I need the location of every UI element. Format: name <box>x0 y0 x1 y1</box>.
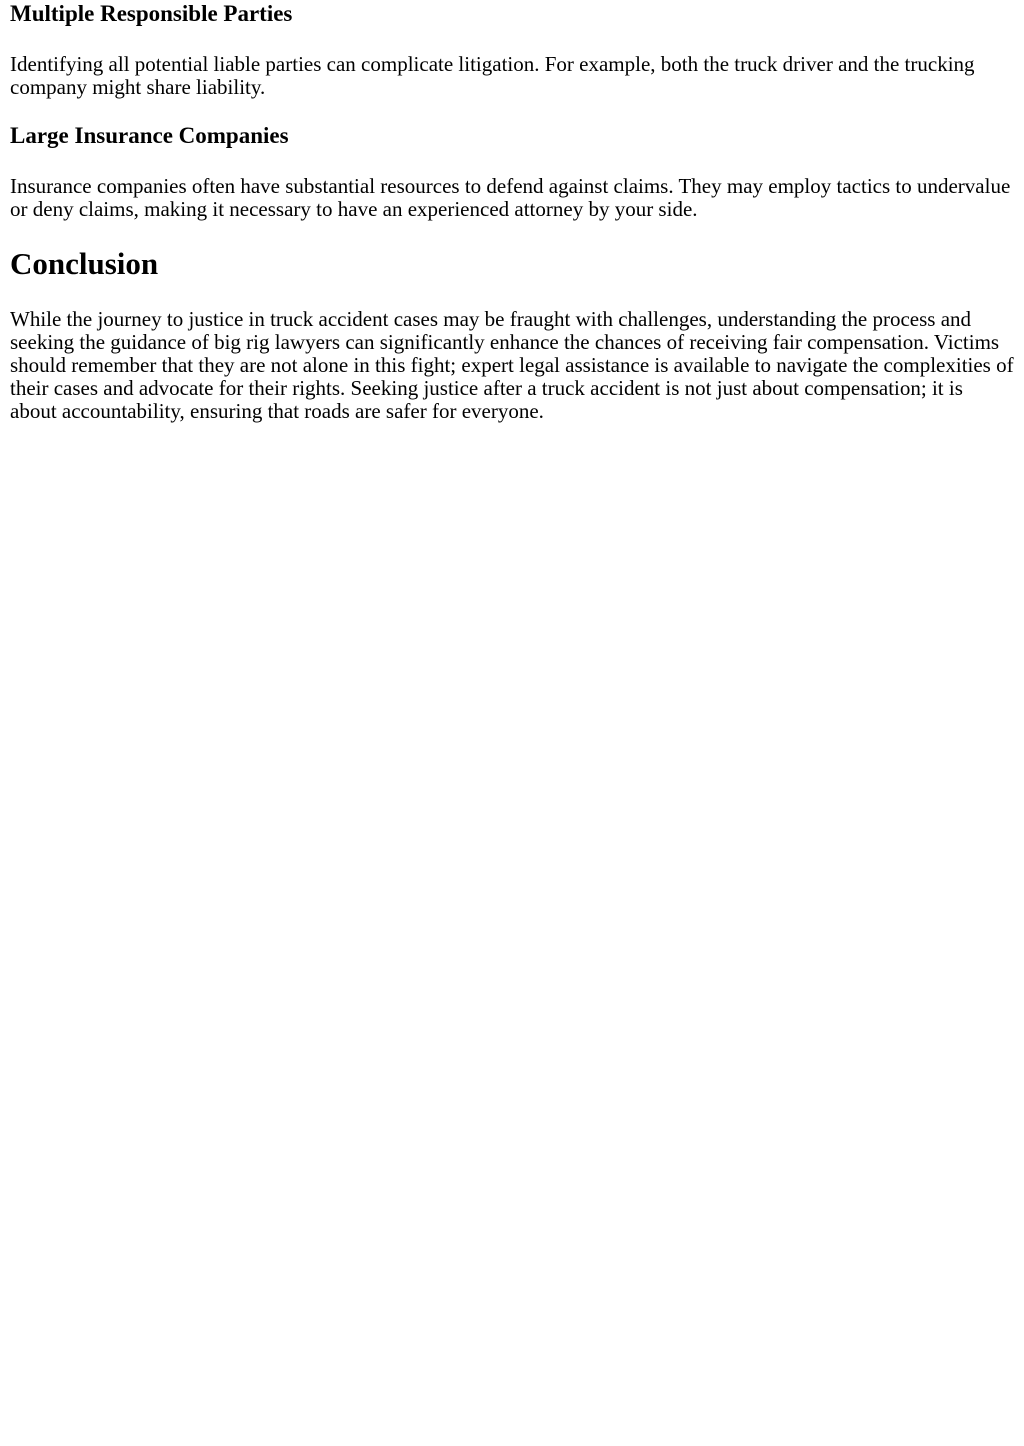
section-paragraph-multiple-responsible-parties: Identifying all potential liable parties can complicate litigation. For example, both the truck driver and the trucking company might share liability. <box>10 52 975 99</box>
section-heading-large-insurance-companies: Large Insurance Companies <box>10 123 289 148</box>
section-heading-multiple-responsible-parties: Multiple Responsible Parties <box>10 1 293 26</box>
conclusion-paragraph: While the journey to justice in truck accident cases may be fraught with challenges, understanding the process and seeking the guidance of big rig lawyers can significantly enhance the chances of receiving fair compensation. Victims should remember that they are not alone in this fight; expert legal assistance is available to navigate the complexities of their cases and advocate for their rights. Seeking justice after a truck accident is not just about compensation; it is about accountability, ensuring that roads are safer for everyone. <box>10 307 1014 423</box>
conclusion-heading: Conclusion <box>10 246 159 281</box>
section-paragraph-large-insurance-companies: Insurance companies often have substantial resources to defend against claims. They may employ tactics to undervalue or deny claims, making it necessary to have an experienced attorney by your side. <box>10 174 1011 221</box>
